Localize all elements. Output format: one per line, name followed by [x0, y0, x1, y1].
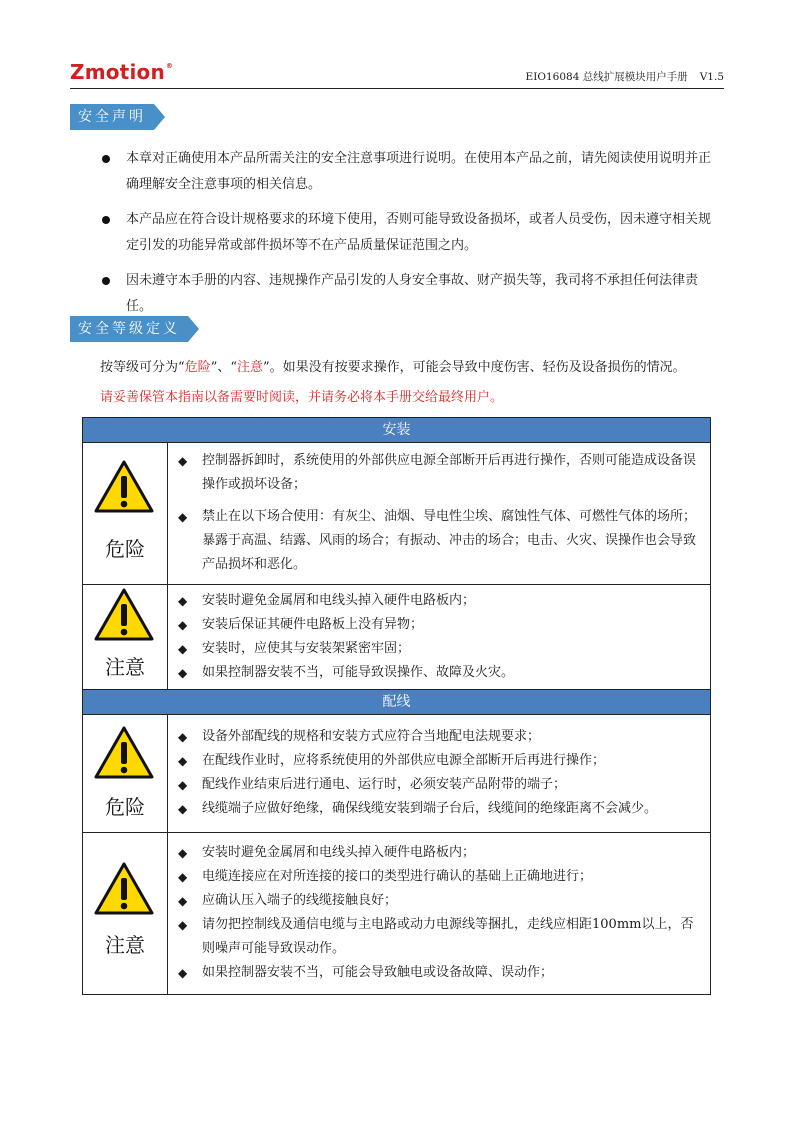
warning-triangle-icon [93, 725, 155, 781]
table-row-wiring-danger [83, 715, 710, 833]
list-item [178, 725, 702, 749]
list-item [178, 449, 702, 497]
items-cell [168, 715, 710, 832]
quote-mark: ” [263, 360, 270, 375]
table-row-wiring-caution [83, 833, 710, 994]
diamond-bullet-icon: ◆ [178, 778, 188, 792]
list-item [178, 637, 702, 661]
list-item [178, 661, 702, 685]
items-cell [168, 833, 710, 994]
doc-version: V1.5 [699, 71, 724, 83]
registered-mark: ® [165, 62, 174, 70]
list-item [178, 865, 702, 889]
diamond-bullet-icon: ◆ [178, 666, 188, 680]
list-item [178, 961, 702, 985]
level-cell [83, 443, 168, 584]
safety-levels-intro [100, 358, 730, 378]
level-label-danger: 危险 [105, 795, 145, 819]
document-title [526, 69, 724, 84]
list-item-text: 禁止在以下场合使用：有灰尘、油烟、导电性尘埃、腐蚀性气体、可燃性气体的场所；暴露于高温、结露、风雨的场合；有振动、冲击的场合；电击、火灾、误操作也会导致产品损坏和恶化。 [202, 509, 697, 572]
list-item-text: 安装后保证其硬件电路板上没有异物； [202, 617, 424, 632]
table-section-header-wiring: 配线 [83, 690, 710, 715]
safety-statement-list [100, 146, 720, 329]
diamond-bullet-icon: ◆ [178, 966, 188, 980]
list-item [178, 889, 702, 913]
list-item-text: 本产品应在符合设计规格要求的环境下使用，否则可能导致设备损坏，或者人员受伤，因未遵守相关规定引发的功能异常或部件损坏等不在产品质量保证范围之内。 [126, 212, 712, 253]
list-item-text: 因未遵守本手册的内容、违规操作产品引发的人身安全事故、财产损失等，我司将不承担任何法律责任。 [126, 273, 699, 314]
list-item-text: 如果控制器安装不当，可能导致误操作、故障及火灾。 [202, 665, 515, 680]
intro-suffix: 。如果没有按要求操作，可能会导致中度伤害、轻伤及设备损伤的情况。 [269, 360, 686, 375]
warning-triangle-icon [93, 459, 155, 515]
list-item [178, 589, 702, 613]
logo-text: Zmotion [70, 60, 165, 84]
keep-manual-note: 请妥善保管本指南以备需要时阅读，并请务必将本手册交给最终用户。 [100, 390, 504, 405]
list-item-text: 在配线作业时，应将系统使用的外部供应电源全部断开后再进行操作； [202, 753, 606, 768]
level-label-danger: 危险 [105, 537, 145, 561]
list-item-text: 电缆连接应在对所连接的接口的类型进行确认的基础上正确地进行； [202, 869, 593, 884]
diamond-bullet-icon: ◆ [178, 594, 188, 608]
warning-triangle-icon [93, 861, 155, 917]
diamond-bullet-icon: ◆ [178, 642, 188, 656]
list-item [178, 613, 702, 637]
section-heading-safety-statement [70, 104, 165, 130]
intro-prefix: 按等级可分为 [100, 360, 179, 375]
diamond-bullet-icon: ◆ [178, 618, 188, 632]
level-cell [83, 833, 168, 994]
list-item [100, 268, 720, 320]
diamond-bullet-icon: ◆ [178, 846, 188, 860]
level-cell [83, 715, 168, 832]
diamond-bullet-icon: ◆ [178, 894, 188, 908]
list-item-text: 应确认压入端子的线缆接触良好； [202, 893, 398, 908]
list-item-text: 安装时，应使其与安装架紧密牢固； [202, 641, 411, 656]
items-cell [168, 443, 710, 584]
heading-arrow-shape [154, 104, 165, 130]
items-cell [168, 585, 710, 689]
warning-triangle-icon [93, 587, 155, 643]
list-item-text: 配线作业结束后进行通电、运行时，必须安装产品附带的端子； [202, 777, 567, 792]
doc-title-text: EIO16084 总线扩展模块用户手册 [525, 71, 688, 83]
quote-mark: ”、“ [210, 360, 237, 375]
list-item [100, 207, 720, 259]
diamond-bullet-icon: ◆ [178, 870, 188, 884]
list-item-text: 如果控制器安装不当，可能会导致触电或设备故障、误动作； [202, 965, 554, 980]
list-item-text: 本章对正确使用本产品所需关注的安全注意事项进行说明。在使用本产品之前，请先阅读使用说明并正确理解安全注意事项的相关信息。 [126, 151, 712, 192]
diamond-bullet-icon: ◆ [178, 802, 188, 816]
list-item-text: 设备外部配线的规格和安装方式应符合当地配电法规要求； [202, 729, 541, 744]
list-item-text: 控制器拆卸时，系统使用的外部供应电源全部断开后再进行操作，否则可能造成设备误操作或损坏设备； [202, 453, 697, 492]
bullet-dot-icon [102, 277, 110, 285]
list-item [100, 146, 720, 198]
page-header [70, 58, 724, 89]
bullet-dot-icon [102, 216, 110, 224]
list-item [178, 841, 702, 865]
list-item-text: 安装时避免金属屑和电线头掉入硬件电路板内； [202, 845, 476, 860]
list-item [178, 505, 702, 577]
quote-mark: “ [178, 360, 185, 375]
diamond-bullet-icon: ◆ [178, 918, 188, 932]
list-item [178, 797, 702, 821]
diamond-bullet-icon: ◆ [178, 754, 188, 768]
list-item-text: 请勿把控制线及通信电缆与主电路或动力电源线等捆扎，走线应相距100mm以上，否则噪声可能导致误动作。 [202, 917, 694, 956]
list-item [178, 913, 702, 961]
table-section-header-install: 安装 [83, 418, 710, 443]
list-item-text: 线缆端子应做好绝缘，确保线缆安装到端子台后，线缆间的绝缘距离不会减少。 [202, 801, 658, 816]
safety-table [82, 417, 711, 995]
section-heading-text: 安全声明 [70, 104, 154, 130]
list-item [178, 749, 702, 773]
level-caution-text: 注意 [236, 360, 263, 375]
diamond-bullet-icon: ◆ [178, 454, 188, 468]
list-item [178, 773, 702, 797]
level-cell [83, 585, 168, 689]
zmotion-logo [70, 60, 173, 84]
level-danger-text: 危险 [184, 360, 211, 375]
heading-arrow-shape [188, 316, 199, 342]
level-label-caution: 注意 [105, 933, 145, 957]
section-heading-safety-levels [70, 316, 199, 342]
list-item-text: 安装时避免金属屑和电线头掉入硬件电路板内； [202, 593, 476, 608]
table-row-install-danger [83, 443, 710, 585]
diamond-bullet-icon: ◆ [178, 730, 188, 744]
diamond-bullet-icon: ◆ [178, 510, 188, 524]
level-label-caution: 注意 [105, 655, 145, 679]
table-row-install-caution [83, 585, 710, 690]
section-heading-text: 安全等级定义 [70, 316, 188, 342]
bullet-dot-icon [102, 155, 110, 163]
